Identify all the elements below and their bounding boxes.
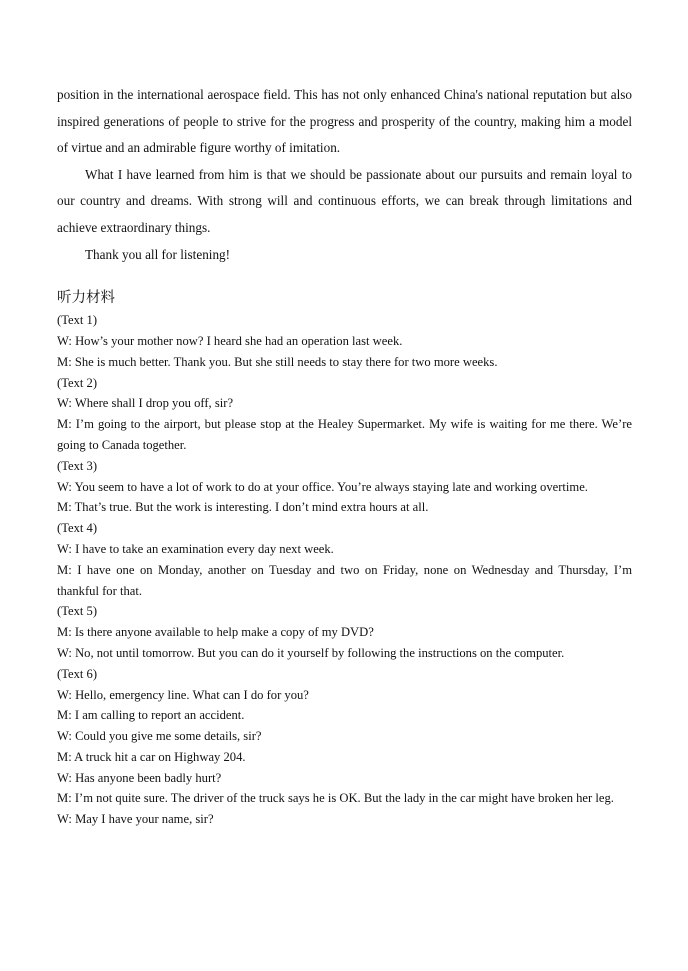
dialogue-line: M: I am calling to report an accident. bbox=[57, 708, 245, 723]
dialogue-line: W: You seem to have a lot of work to do at your office. You’re always staying late and working overtime. bbox=[57, 479, 588, 494]
dialogue-line: W: How’s your mother now? I heard she had an operation last week. bbox=[57, 333, 403, 348]
text-section-label: (Text 2) bbox=[57, 375, 98, 390]
dialogue-line: W: I have to take an examination every day next week. bbox=[57, 541, 334, 556]
speech-closing: Thank you all for listening! bbox=[85, 246, 231, 262]
dialogue-line: M: A truck hit a car on Highway 204. bbox=[57, 749, 246, 764]
dialogue-line: M: I’m not quite sure. The driver of the truck says he is OK. But the lady in the car might have broken her leg. bbox=[57, 791, 614, 806]
listening-script bbox=[57, 310, 632, 830]
dialogue-line: M: That’s true. But the work is interesting. I don’t mind extra hours at all. bbox=[57, 500, 429, 515]
dialogue-line: W: No, not until tomorrow. But you can do it yourself by following the instructions on the computer. bbox=[57, 645, 565, 660]
text-section-label: (Text 3) bbox=[57, 458, 98, 473]
dialogue-line: M: I have one on Monday, another on Tuesday and two on Friday, none on Wednesday and Thursday, I’m thankful for that. bbox=[57, 562, 632, 598]
dialogue-line: W: Has anyone been badly hurt? bbox=[57, 770, 222, 785]
speech-paragraph-2: What I have learned from him is that we should be passionate about our pursuits and remain loyal to our country and dreams. With strong will and continuous efforts, we can break through limitations and achieve extraordinary things. bbox=[57, 166, 632, 235]
dialogue-line: M: She is much better. Thank you. But she still needs to stay there for two more weeks. bbox=[57, 354, 498, 369]
document-body bbox=[57, 82, 632, 830]
speech-paragraph-1: position in the international aerospace field. This has not only enhanced China's national reputation but also inspired generations of people to strive for the progress and prosperity of the country, making him a model of virtue and an admirable figure worthy of imitation. bbox=[57, 87, 632, 156]
dialogue-line: W: Where shall I drop you off, sir? bbox=[57, 396, 234, 411]
text-section-label: (Text 6) bbox=[57, 666, 98, 681]
dialogue-line: W: May I have your name, sir? bbox=[57, 812, 214, 827]
text-section-label: (Text 1) bbox=[57, 313, 98, 328]
dialogue-line: M: I’m going to the airport, but please stop at the Healey Supermarket. My wife is waiting for me there. We’re going to Canada together. bbox=[57, 417, 632, 452]
text-section-label: (Text 4) bbox=[57, 521, 98, 536]
dialogue-line: W: Could you give me some details, sir? bbox=[57, 729, 262, 744]
dialogue-line: W: Hello, emergency line. What can I do for you? bbox=[57, 687, 309, 702]
dialogue-line: M: Is there anyone available to help make a copy of my DVD? bbox=[57, 625, 374, 640]
listening-heading: 听力材料 bbox=[57, 290, 115, 307]
text-section-label: (Text 5) bbox=[57, 604, 98, 619]
